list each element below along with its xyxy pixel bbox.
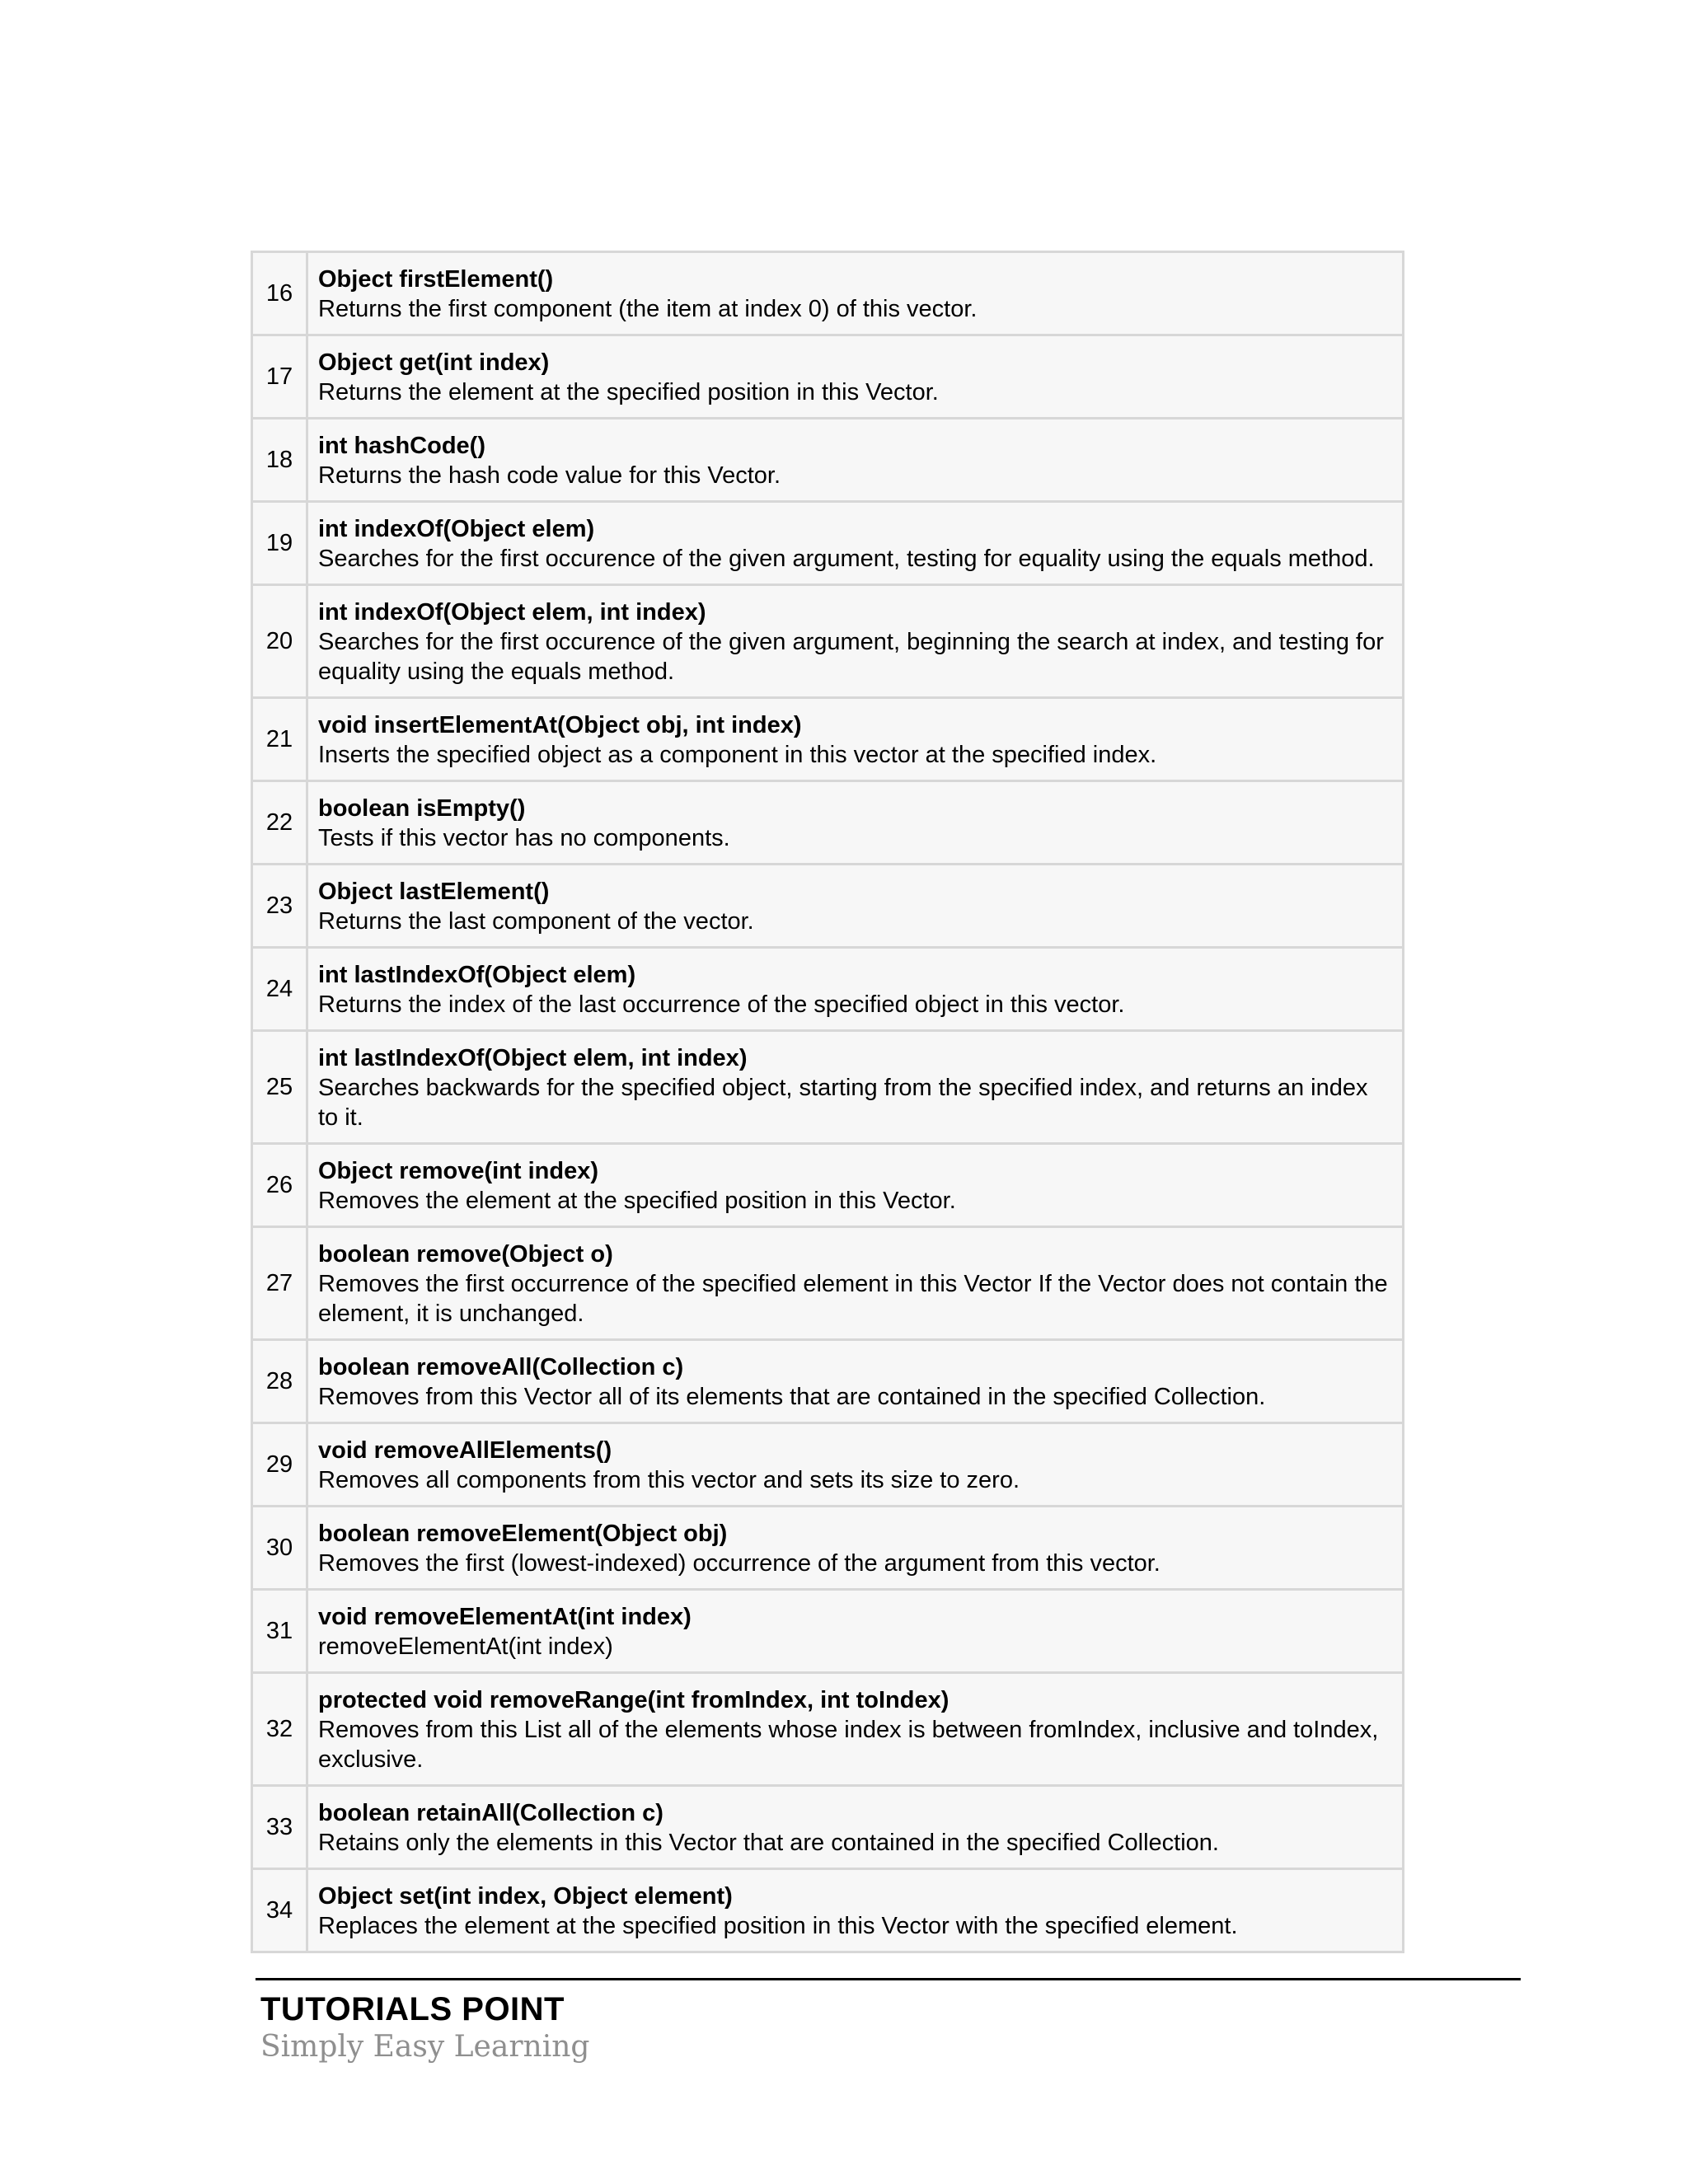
- footer-brand: TUTORIALS POINT: [260, 1991, 565, 2027]
- row-number: 25: [252, 1031, 307, 1144]
- method-signature: int lastIndexOf(Object elem): [318, 962, 636, 988]
- method-signature: void removeAllElements(): [318, 1437, 612, 1464]
- method-description: Returns the hash code value for this Vector.: [318, 462, 781, 489]
- method-cell: [307, 335, 1404, 419]
- method-signature: int indexOf(Object elem): [318, 516, 595, 542]
- method-cell: [307, 1786, 1404, 1869]
- table-row: [252, 1507, 1404, 1590]
- method-cell: [307, 1031, 1404, 1144]
- method-signature: boolean retainAll(Collection c): [318, 1800, 663, 1826]
- method-signature: void removeElementAt(int index): [318, 1604, 692, 1630]
- method-signature: boolean isEmpty(): [318, 795, 526, 822]
- method-signature: boolean removeElement(Object obj): [318, 1521, 728, 1547]
- row-number: 23: [252, 865, 307, 948]
- table-row: [252, 1031, 1404, 1144]
- row-number: 30: [252, 1507, 307, 1590]
- method-description: Searches backwards for the specified object, starting from the specified index, and returns an index to it.: [318, 1075, 1368, 1131]
- table-row: [252, 1590, 1404, 1673]
- method-cell: [307, 1507, 1404, 1590]
- table-row: [252, 335, 1404, 419]
- row-number: 29: [252, 1423, 307, 1507]
- method-cell: [307, 1590, 1404, 1673]
- method-cell: [307, 1869, 1404, 1952]
- method-cell: [307, 1423, 1404, 1507]
- row-number: 31: [252, 1590, 307, 1673]
- method-cell: [307, 1144, 1404, 1227]
- method-cell: [307, 502, 1404, 585]
- method-cell: [307, 1227, 1404, 1340]
- method-cell: [307, 419, 1404, 502]
- method-signature: Object get(int index): [318, 349, 550, 376]
- method-cell: [307, 1340, 1404, 1423]
- row-number: 32: [252, 1673, 307, 1786]
- row-number: 17: [252, 335, 307, 419]
- footer-divider: [256, 1978, 1521, 1980]
- method-signature: Object firstElement(): [318, 266, 554, 293]
- table-row: [252, 865, 1404, 948]
- method-signature: protected void removeRange(int fromIndex, int toIndex): [318, 1687, 950, 1713]
- row-number: 24: [252, 948, 307, 1031]
- method-description: Replaces the element at the specified position in this Vector with the specified element.: [318, 1913, 1238, 1939]
- method-cell: [307, 781, 1404, 865]
- table-row: [252, 698, 1404, 781]
- row-number: 27: [252, 1227, 307, 1340]
- method-description: Inserts the specified object as a component in this vector at the specified index.: [318, 742, 1157, 768]
- table-row: [252, 1340, 1404, 1423]
- table-row: [252, 1144, 1404, 1227]
- row-number: 20: [252, 585, 307, 698]
- table-row: [252, 585, 1404, 698]
- row-number: 34: [252, 1869, 307, 1952]
- method-cell: [307, 698, 1404, 781]
- method-description: Returns the last component of the vector.: [318, 908, 754, 935]
- method-cell: [307, 948, 1404, 1031]
- method-description: Removes from this List all of the elements whose index is between fromIndex, inclusive and toIndex, exclusive.: [318, 1717, 1379, 1773]
- row-number: 33: [252, 1786, 307, 1869]
- row-number: 22: [252, 781, 307, 865]
- method-description: Returns the element at the specified position in this Vector.: [318, 379, 939, 405]
- method-description: Removes all components from this vector and sets its size to zero.: [318, 1467, 1020, 1493]
- table-row: [252, 1786, 1404, 1869]
- row-number: 21: [252, 698, 307, 781]
- method-description: Returns the first component (the item at index 0) of this vector.: [318, 296, 978, 322]
- method-description: Removes the first (lowest-indexed) occurrence of the argument from this vector.: [318, 1550, 1160, 1577]
- method-signature: int hashCode(): [318, 433, 485, 459]
- table-row: [252, 252, 1404, 335]
- method-cell: [307, 585, 1404, 698]
- method-description: removeElementAt(int index): [318, 1633, 613, 1660]
- method-description: Retains only the elements in this Vector that are contained in the specified Collection.: [318, 1830, 1219, 1856]
- row-number: 28: [252, 1340, 307, 1423]
- method-signature: boolean remove(Object o): [318, 1241, 613, 1268]
- method-cell: [307, 865, 1404, 948]
- method-signature: boolean removeAll(Collection c): [318, 1354, 684, 1380]
- method-description: Removes from this Vector all of its elements that are contained in the specified Collection.: [318, 1384, 1266, 1410]
- footer-tagline: Simply Easy Learning: [260, 2030, 590, 2064]
- table-row: [252, 419, 1404, 502]
- table-row: [252, 948, 1404, 1031]
- table-row: [252, 1227, 1404, 1340]
- method-signature: Object set(int index, Object element): [318, 1883, 733, 1910]
- method-signature: Object lastElement(): [318, 879, 550, 905]
- method-signature: void insertElementAt(Object obj, int index): [318, 712, 802, 738]
- method-signature: int lastIndexOf(Object elem, int index): [318, 1045, 748, 1071]
- method-description: Returns the index of the last occurrence of the specified object in this vector.: [318, 991, 1125, 1018]
- method-description: Removes the element at the specified position in this Vector.: [318, 1188, 956, 1214]
- table-row: [252, 1673, 1404, 1786]
- table-row: [252, 781, 1404, 865]
- method-signature: Object remove(int index): [318, 1158, 599, 1184]
- method-description: Searches for the first occurence of the given argument, beginning the search at index, and testing for equality using the equals method.: [318, 629, 1384, 685]
- row-number: 19: [252, 502, 307, 585]
- methods-table: [251, 251, 1404, 1953]
- method-cell: [307, 252, 1404, 335]
- row-number: 26: [252, 1144, 307, 1227]
- method-description: Tests if this vector has no components.: [318, 825, 730, 851]
- row-number: 16: [252, 252, 307, 335]
- method-cell: [307, 1673, 1404, 1786]
- table-row: [252, 502, 1404, 585]
- method-description: Removes the first occurrence of the specified element in this Vector If the Vector does not contain the element, it is unchanged.: [318, 1271, 1388, 1327]
- table-row: [252, 1423, 1404, 1507]
- table-row: [252, 1869, 1404, 1952]
- row-number: 18: [252, 419, 307, 502]
- method-signature: int indexOf(Object elem, int index): [318, 599, 706, 626]
- method-description: Searches for the first occurence of the given argument, testing for equality using the equals method.: [318, 546, 1375, 572]
